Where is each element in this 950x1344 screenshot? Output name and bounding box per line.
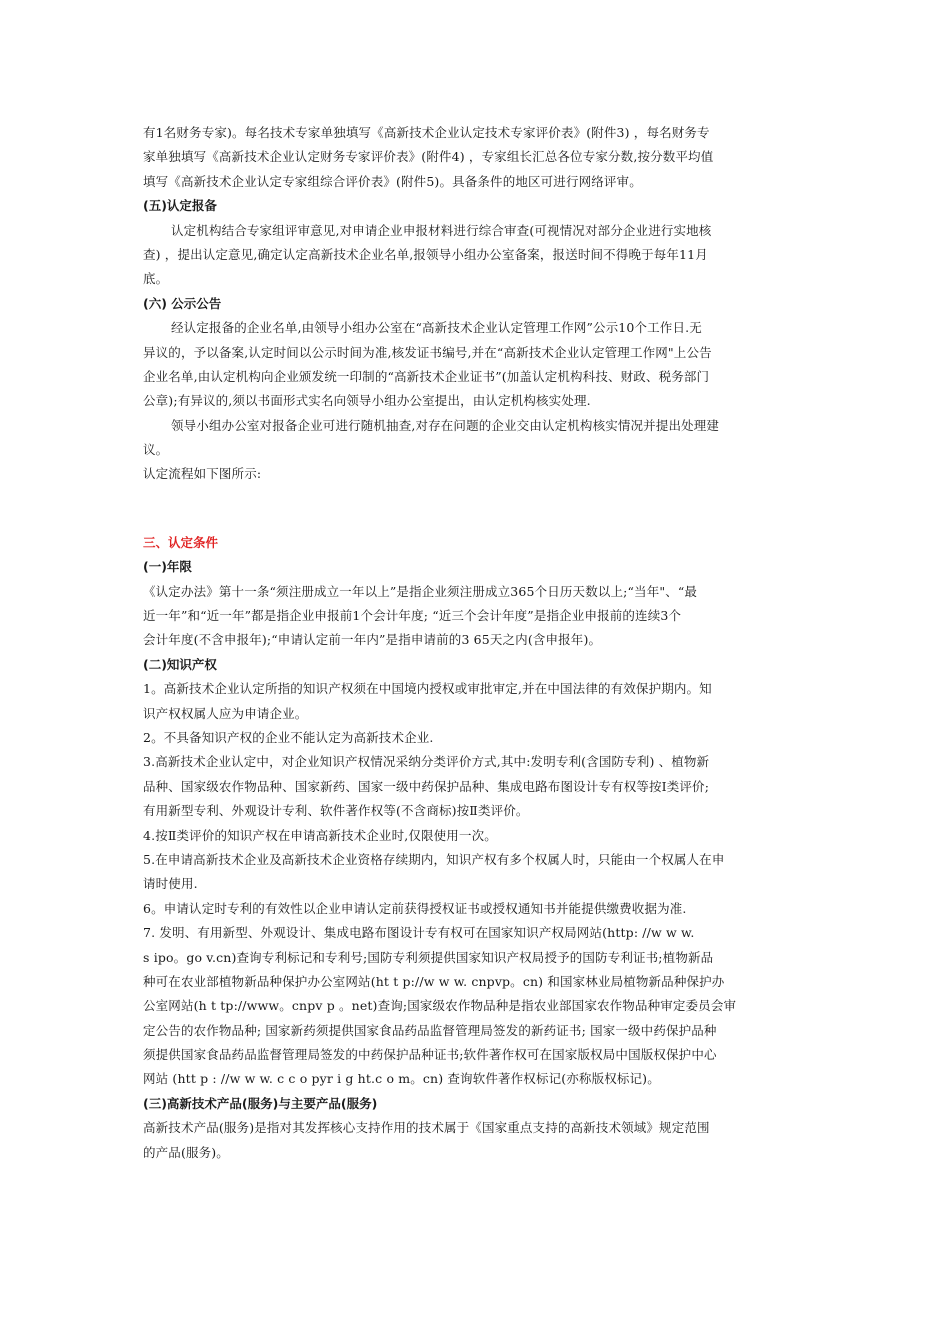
text-line: 公章);有异议的,须以书面形式实名向领导小组办公室提出，由认定机构核实处理. [143,393,591,409]
text-line: 经认定报备的企业名单,由领导小组办公室在“高新技术企业认定管理工作网”公示10个工作日.无 [171,320,702,336]
text-line: 公室网站(h t tp://www。cnpv p 。net)查询;国家级农作物品种是指农业部国家农作物品种审定委员会审 [143,998,737,1014]
text-line: 近一年”和“近一年”都是指企业申报前1个会计年度; “近三个会计年度”是指企业申报前的连续3个 [143,608,682,624]
text-line: 异议的，予以备案,认定时间以公示时间为准,核发证书编号,并在“高新技术企业认定管理工作网"上公告 [143,344,712,360]
text-line: 议。 [143,442,169,458]
text-line: 底。 [143,271,169,287]
subheading-public-notice: (六) 公示公告 [143,295,222,311]
text-line: 领导小组办公室对报备企业可进行随机抽查,对存在问题的企业交由认定机构核实情况并提出处理建 [171,417,720,433]
section-heading-conditions: 三、认定条件 [143,534,219,550]
text-line: 《认定办法》第十一条“须注册成立一年以上”是指企业须注册成立365个日历天数以上;“当年"、“最 [143,583,698,599]
subheading-years: (一)年限 [143,559,192,575]
text-line: 家单独填写《高新技术企业认定财务专家评价表》(附件4) ，专家组长汇总各位专家分数,按分数平均值 [143,149,714,165]
subheading-report-filing: (五)认定报备 [143,198,217,214]
text-line: 7. 发明、有用新型、外观设计、集成电路布图设计专有权可在国家知识产权局网站(http: //w w w. [143,925,695,941]
text-line: 3.高新技术企业认定中，对企业知识产权情况采纳分类评价方式,其中:发明专利(含国防专利) 、植物新 [143,754,710,770]
text-line: 1。高新技术企业认定所指的知识产权须在中国境内授权或审批审定,并在中国法律的有效保护期内。知 [143,681,712,697]
subheading-intellectual-property: (二)知识产权 [143,656,217,672]
subheading-hightech-products: (三)高新技术产品(服务)与主要产品(服务) [143,1095,378,1111]
text-line: 网站 (htt p : //w w w. c c o pyr i g ht.c o m。cn) 查询软件著作权标记(亦称版权标记)。 [143,1071,660,1087]
text-line: 须提供国家食品药品监督管理局签发的中药保护品种证书;软件著作权可在国家版权局中国版权保护中心 [143,1047,717,1063]
text-line: 填写《高新技术企业认定专家组综合评价表》(附件5)。具备条件的地区可进行网络评审。 [143,173,642,189]
text-line: 认定机构结合专家组评审意见,对申请企业申报材料进行综合审查(可视情况对部分企业进行实地核 [171,222,712,238]
text-line: 查) ，提出认定意见,确定认定高新技术企业名单,报领导小组办公室备案，报送时间不得晚于每年11月 [143,246,708,262]
text-line: 有用新型专利、外观设计专利、软件著作权等(不含商标)按Ⅱ类评价。 [143,803,529,819]
text-line: s ipo。go v.cn)查询专利标记和专利号;国防专利须提供国家知识产权局授予的国防专利证书;植物新品 [143,949,714,965]
text-line: 认定流程如下图所示: [143,466,262,482]
text-line: 请时使用. [143,876,198,892]
text-line: 有1名财务专家)。每名技术专家单独填写《高新技术企业认定技术专家评价表》(附件3) ，每名财务专 [143,125,710,140]
text-line: 会计年度(不含申报年);“申请认定前一年内”是指申请前的3 65天之内(含申报年)。 [143,632,602,648]
spacer [143,487,811,531]
text-line: 识产权权属人应为申请企业。 [143,705,308,721]
text-line: 的产品(服务)。 [143,1144,229,1160]
text-line: 品种、国家级农作物品种、国家新药、国家一级中药保护品种、集成电路布图设计专有权等按Ⅰ类评价; [143,778,710,794]
text-line: 2。不具备知识产权的企业不能认定为高新技术企业. [143,729,434,745]
document-body [143,121,811,1165]
text-line: 高新技术产品(服务)是指对其发挥核心支持作用的技术属于《国家重点支持的高新技术领域》规定范围 [143,1120,710,1136]
text-line: 4.按Ⅱ类评价的知识产权在申请高新技术企业时,仅限使用一次。 [143,827,497,843]
text-line: 定公告的农作物品种; 国家新药须提供国家食品药品监督管理局签发的新药证书; 国家一级中药保护品种 [143,1022,717,1038]
text-line: 5.在申请高新技术企业及高新技术企业资格存续期内，知识产权有多个权属人时，只能由一个权属人在申 [143,851,725,867]
text-line: 6。申请认定时专利的有效性以企业申请认定前获得授权证书或授权通知书并能提供缴费收据为准. [143,900,687,916]
text-line: 种可在农业部植物新品种保护办公室网站(ht t p://w w w. cnpvp。cn) 和国家林业局植物新品种保护办 [143,973,725,989]
text-line: 企业名单,由认定机构向企业颁发统一印制的“高新技术企业证书”(加盖认定机构科技、财政、税务部门 [143,368,710,384]
